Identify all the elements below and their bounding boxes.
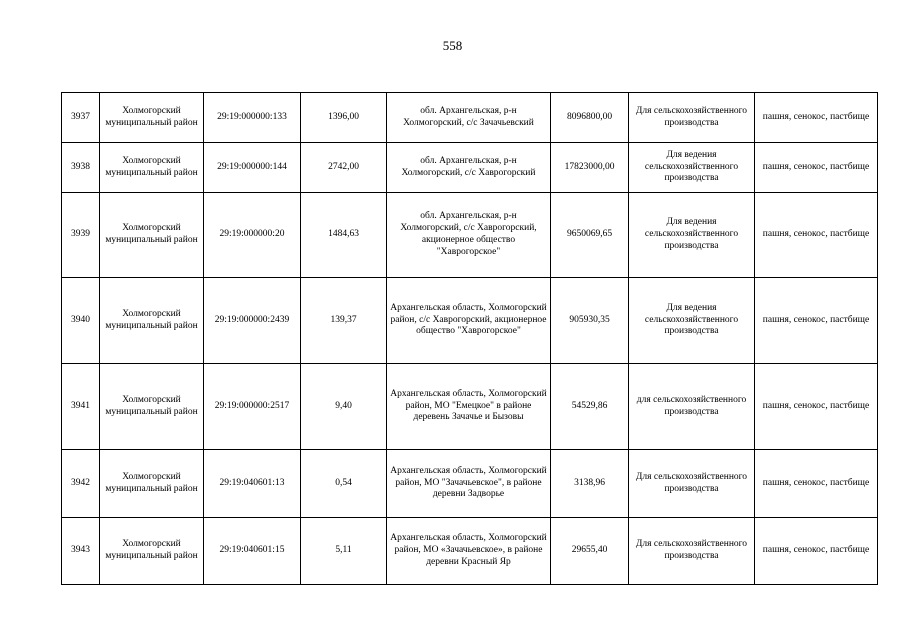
- cadastral-value-cell: 17823000,00: [551, 143, 629, 193]
- cadastral-number-cell: 29:19:040601:13: [204, 450, 301, 518]
- page-number: 558: [442, 38, 463, 53]
- district-cell: Холмогорский муниципальный район: [100, 278, 204, 364]
- purpose-cell: Для ведения сельскохозяйственного производства: [629, 143, 755, 193]
- cadastral-value-cell: 3138,96: [551, 450, 629, 518]
- district-cell: Холмогорский муниципальный район: [100, 143, 204, 193]
- cadastral-value-cell: 54529,86: [551, 364, 629, 450]
- land-use-cell: пашня, сенокос, пастбище: [755, 364, 878, 450]
- table-row: [62, 93, 878, 143]
- table-row: [62, 364, 878, 450]
- land-use-cell: пашня, сенокос, пастбище: [755, 93, 878, 143]
- purpose-cell: Для сельскохозяйственного производства: [629, 450, 755, 518]
- row-number: 3943: [62, 518, 100, 585]
- purpose-cell: Для ведения сельскохозяйственного производства: [629, 193, 755, 278]
- land-use-cell: пашня, сенокос, пастбище: [755, 193, 878, 278]
- land-use-cell: пашня, сенокос, пастбище: [755, 278, 878, 364]
- district-cell: Холмогорский муниципальный район: [100, 93, 204, 143]
- land-use-cell: пашня, сенокос, пастбище: [755, 450, 878, 518]
- land-use-cell: пашня, сенокос, пастбище: [755, 518, 878, 585]
- address-cell: Архангельская область, Холмогорский район, с/с Хаврогорский, акционерное общество "Хаврогорское": [387, 278, 551, 364]
- purpose-cell: Для сельскохозяйственного производства: [629, 93, 755, 143]
- district-cell: Холмогорский муниципальный район: [100, 193, 204, 278]
- cadastral-number-cell: 29:19:000000:2517: [204, 364, 301, 450]
- land-use-cell: пашня, сенокос, пастбище: [755, 143, 878, 193]
- cadastral-number-cell: 29:19:040601:15: [204, 518, 301, 585]
- area-cell: 1396,00: [301, 93, 387, 143]
- address-cell: обл. Архангельская, р-н Холмогорский, с/с Хаврогорский, акционерное общество "Хаврогорское": [387, 193, 551, 278]
- district-cell: Холмогорский муниципальный район: [100, 450, 204, 518]
- address-cell: Архангельская область, Холмогорский район, МО "Емецкое" в районе деревень Зачачье и Бызовы: [387, 364, 551, 450]
- area-cell: 0,54: [301, 450, 387, 518]
- row-number: 3938: [62, 143, 100, 193]
- table-row: [62, 193, 878, 278]
- address-cell: обл. Архангельская, р-н Холмогорский, с/с Зачачьевский: [387, 93, 551, 143]
- table-row: [62, 278, 878, 364]
- table-row: [62, 143, 878, 193]
- table-row: [62, 450, 878, 518]
- cadastral-number-cell: 29:19:000000:20: [204, 193, 301, 278]
- row-number: 3940: [62, 278, 100, 364]
- cadastral-value-cell: 8096800,00: [551, 93, 629, 143]
- address-cell: Архангельская область, Холмогорский район, МО «Зачачьевское», в районе деревни Красный Яр: [387, 518, 551, 585]
- cadastral-number-cell: 29:19:000000:133: [204, 93, 301, 143]
- district-cell: Холмогорский муниципальный район: [100, 364, 204, 450]
- row-number: 3942: [62, 450, 100, 518]
- cadastral-value-cell: 905930,35: [551, 278, 629, 364]
- land-registry-table: [61, 92, 878, 585]
- area-cell: 5,11: [301, 518, 387, 585]
- cadastral-number-cell: 29:19:000000:144: [204, 143, 301, 193]
- purpose-cell: для сельскохозяйственного производства: [629, 364, 755, 450]
- row-number: 3939: [62, 193, 100, 278]
- row-number: 3937: [62, 93, 100, 143]
- area-cell: 9,40: [301, 364, 387, 450]
- cadastral-value-cell: 9650069,65: [551, 193, 629, 278]
- area-cell: 1484,63: [301, 193, 387, 278]
- row-number: 3941: [62, 364, 100, 450]
- area-cell: 2742,00: [301, 143, 387, 193]
- area-cell: 139,37: [301, 278, 387, 364]
- address-cell: Архангельская область, Холмогорский район, МО "Зачачьевское", в районе деревни Задворье: [387, 450, 551, 518]
- table-row: [62, 518, 878, 585]
- purpose-cell: Для ведения сельскохозяйственного производства: [629, 278, 755, 364]
- district-cell: Холмогорский муниципальный район: [100, 518, 204, 585]
- purpose-cell: Для сельскохозяйственного производства: [629, 518, 755, 585]
- cadastral-value-cell: 29655,40: [551, 518, 629, 585]
- cadastral-number-cell: 29:19:000000:2439: [204, 278, 301, 364]
- address-cell: обл. Архангельская, р-н Холмогорский, с/с Хаврогорский: [387, 143, 551, 193]
